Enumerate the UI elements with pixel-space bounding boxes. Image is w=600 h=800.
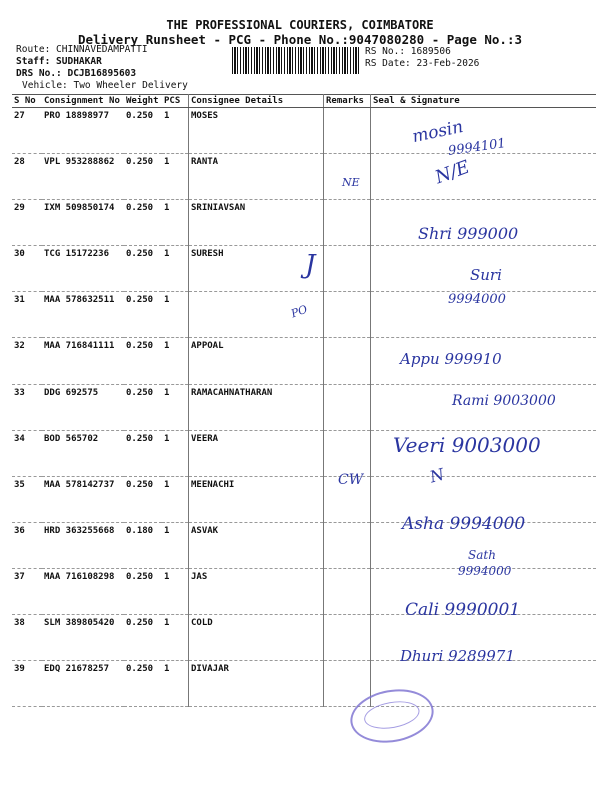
col-pcs: PCS — [162, 95, 189, 108]
cell-sno: 35 — [12, 476, 42, 522]
cell-consignment: PRO 18898977 — [42, 108, 124, 154]
cell-sno: 31 — [12, 292, 42, 338]
signature-jas: Sath — [468, 548, 496, 562]
table-row — [12, 246, 596, 292]
cell-sno: 38 — [12, 615, 42, 661]
cell-pcs: 1 — [162, 292, 189, 338]
signature-asvak: Asha 9994000 — [402, 514, 526, 534]
cell-weight: 0.250 — [124, 615, 162, 661]
col-remarks: Remarks — [324, 95, 371, 108]
cell-sno: 28 — [12, 154, 42, 200]
col-signature: Seal & Signature — [371, 95, 597, 108]
cell-sno: 37 — [12, 568, 42, 614]
cell-weight: 0.250 — [124, 661, 162, 707]
cell-sno: 33 — [12, 384, 42, 430]
cell-remarks — [324, 108, 371, 154]
col-weight: Weight — [124, 95, 162, 108]
cell-sno: 34 — [12, 430, 42, 476]
cell-pcs: 1 — [162, 108, 189, 154]
signature-suresh: Suri — [470, 266, 502, 284]
remark-cw: CW — [338, 472, 364, 488]
cell-consignment: MAA 578142737 — [42, 476, 124, 522]
cell-remarks — [324, 338, 371, 384]
company-title: THE PROFESSIONAL COURIERS, COIMBATORE — [166, 18, 434, 32]
table-row — [12, 154, 596, 200]
phone-suresh: 9994000 — [448, 292, 506, 307]
cell-pcs: 1 — [162, 568, 189, 614]
cell-weight: 0.250 — [124, 338, 162, 384]
mark-po: PO — [289, 302, 310, 321]
signature-appoal: Appu 999910 — [400, 350, 502, 368]
vehicle-label: Vehicle: Two Wheeler Delivery — [22, 80, 188, 91]
cell-pcs: 1 — [162, 338, 189, 384]
cell-consignee: COLD — [189, 615, 324, 661]
cell-consignment: SLM 389805420 — [42, 615, 124, 661]
rs-number: RS No.: 1689506 — [365, 46, 451, 57]
signature-moses: mosin — [410, 116, 465, 148]
cell-weight: 0.250 — [124, 568, 162, 614]
cell-weight: 0.250 — [124, 108, 162, 154]
cell-pcs: 1 — [162, 384, 189, 430]
signature-cold: Cali 9990001 — [405, 600, 521, 620]
cell-weight: 0.250 — [124, 246, 162, 292]
cell-remarks — [324, 430, 371, 476]
table-header-row — [12, 95, 596, 108]
cell-consignment: MAA 716108298 — [42, 568, 124, 614]
cell-remarks — [324, 384, 371, 430]
cell-sno: 29 — [12, 200, 42, 246]
cell-pcs: 1 — [162, 476, 189, 522]
cell-consignment: DDG 692575 — [42, 384, 124, 430]
cell-signature — [371, 154, 597, 200]
cell-weight: 0.250 — [124, 292, 162, 338]
col-sno: S No — [12, 95, 42, 108]
cell-consignee: ASVAK — [189, 522, 324, 568]
signature-ramacahnatharan: Rami 9003000 — [452, 393, 556, 409]
drs-number: DRS No.: DCJB16895603 — [16, 68, 137, 79]
cell-remarks — [324, 200, 371, 246]
cell-remarks — [324, 292, 371, 338]
cell-pcs: 1 — [162, 430, 189, 476]
phone-moses: 9994101 — [447, 136, 507, 159]
cell-consignee: JAS — [189, 568, 324, 614]
cell-consignee: MEENACHI — [189, 476, 324, 522]
runsheet-title: Delivery Runsheet - PCG - Phone No.:9047080280 - Page No.:3 — [77, 32, 522, 47]
cell-pcs: 1 — [162, 522, 189, 568]
cell-sno: 27 — [12, 108, 42, 154]
phone-jas: 9994000 — [458, 564, 512, 578]
cell-remarks — [324, 522, 371, 568]
cell-weight: 0.250 — [124, 154, 162, 200]
route-label: Route: CHINNAVEDAMPATTI — [16, 44, 148, 55]
rs-date: RS Date: 23-Feb-2026 — [365, 58, 480, 69]
mark-suresh: J — [305, 250, 316, 280]
cell-weight: 0.250 — [124, 476, 162, 522]
cell-remarks — [324, 615, 371, 661]
signature-ne: N/E — [432, 156, 473, 189]
cell-sno: 36 — [12, 522, 42, 568]
cell-weight: 0.250 — [124, 200, 162, 246]
cell-pcs: 1 — [162, 154, 189, 200]
cell-sno: 32 — [12, 338, 42, 384]
cell-consignment: HRD 363255668 — [42, 522, 124, 568]
cell-pcs: 1 — [162, 246, 189, 292]
cell-consignment: VPL 953288862 — [42, 154, 124, 200]
cell-consignee: MOSES — [189, 108, 324, 154]
barcode-image — [232, 47, 360, 74]
cell-pcs: 1 — [162, 200, 189, 246]
signature-veera: Veeri 9003000 — [393, 433, 541, 457]
cell-consignment: IXM 509850174 — [42, 200, 124, 246]
table-row — [12, 108, 596, 154]
col-consignee: Consignee Details — [189, 95, 324, 108]
cell-weight: 0.250 — [124, 430, 162, 476]
cell-consignee: SRINIAVSAN — [189, 200, 324, 246]
cell-weight: 0.180 — [124, 522, 162, 568]
signature-sriniavsan: Shri 999000 — [418, 224, 519, 243]
cell-consignee: APPOAL — [189, 338, 324, 384]
signature-divajar: Dhuri 9289971 — [400, 647, 515, 665]
cell-pcs: 1 — [162, 615, 189, 661]
cell-sno: 39 — [12, 661, 42, 707]
cell-pcs: 1 — [162, 661, 189, 707]
table-row — [12, 661, 596, 707]
table-row — [12, 338, 596, 384]
cell-remarks — [324, 568, 371, 614]
cell-consignee: VEERA — [189, 430, 324, 476]
cell-consignee: RANTA — [189, 154, 324, 200]
staff-label: Staff: SUDHAKAR — [16, 56, 102, 67]
cell-consignee: DIVAJAR — [189, 661, 324, 707]
cell-consignment: EDQ 21678257 — [42, 661, 124, 707]
remark-ne: NE — [342, 176, 360, 189]
cell-weight: 0.250 — [124, 384, 162, 430]
mark-veera: N — [427, 464, 447, 487]
cell-consignment: TCG 15172236 — [42, 246, 124, 292]
cell-consignment: BOD 565702 — [42, 430, 124, 476]
cell-sno: 30 — [12, 246, 42, 292]
cell-remarks — [324, 246, 371, 292]
cell-consignment: MAA 716841111 — [42, 338, 124, 384]
cell-consignment: MAA 578632511 — [42, 292, 124, 338]
cell-consignee: RAMACAHNATHARAN — [189, 384, 324, 430]
col-consignment: Consignment No — [42, 95, 124, 108]
cell-consignee: SURESH — [189, 246, 324, 292]
